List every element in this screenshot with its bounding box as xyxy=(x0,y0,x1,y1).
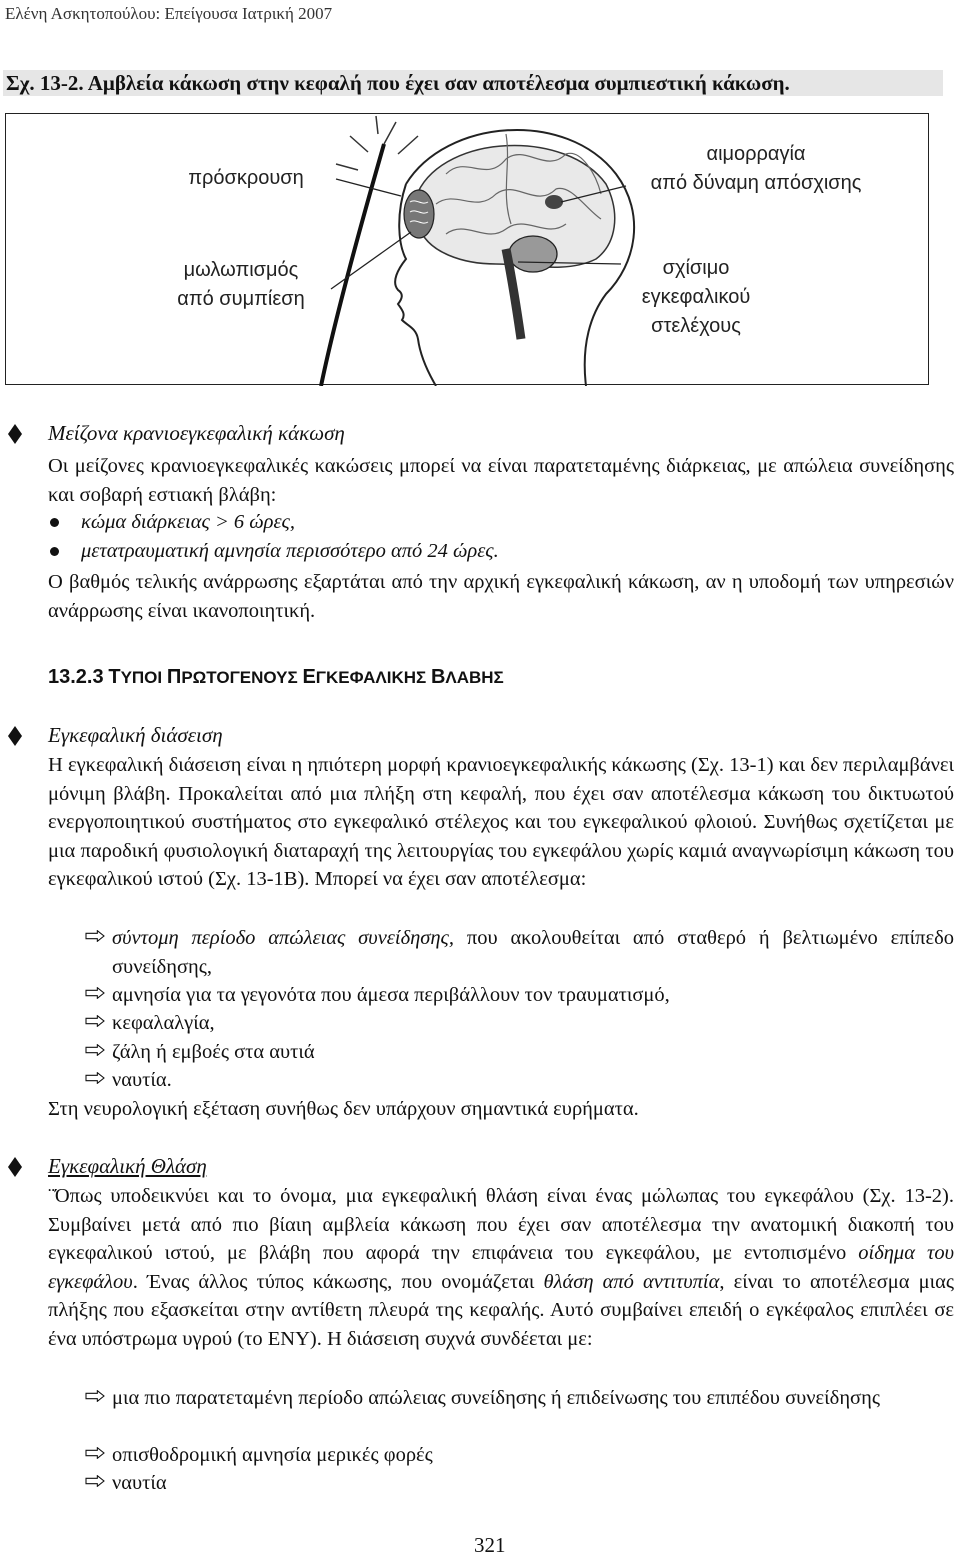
list-item: ζάλη ή εμβοές στα αυτιά xyxy=(80,1038,954,1067)
arrow-bullet-icon xyxy=(80,1009,112,1027)
arrow-bullet-icon xyxy=(80,924,112,942)
diamond-bullet-icon xyxy=(8,726,22,746)
figure-caption: Σχ. 13-2. Αμβλεία κάκωση στην κεφαλή που έχει σαν αποτέλεσμα συμπιεστική κάκωση. xyxy=(3,70,943,96)
concussion-heading-text: Εγκεφαλική διάσειση xyxy=(48,723,223,747)
major-injury-heading xyxy=(8,421,345,446)
list-item: ναυτία xyxy=(80,1469,954,1498)
list-item: κεφαλαλγία, xyxy=(80,1009,954,1038)
contusion-heading xyxy=(8,1154,207,1179)
page-number: 321 xyxy=(474,1533,506,1557)
list-item: μετατραυματική αμνησία περισσότερο από 24 ώρες. xyxy=(50,540,499,563)
arrow-bullet-icon xyxy=(80,1469,112,1487)
list-item: σύντομη περίοδο απώλειας συνείδησης, που ακολουθείται από σταθερό ή βελτιωμένο επίπεδο συνείδησης, xyxy=(80,924,954,981)
major-injury-heading-text: Μείζονα κρανιοεγκεφαλική κάκωση xyxy=(48,421,345,445)
contusion-heading-text: Εγκεφαλική Θλάση xyxy=(48,1154,207,1178)
label-shear-hemorrhage: αιμορραγία από δύναμη απόσχισης xyxy=(650,143,862,194)
figure-illustration xyxy=(5,113,929,385)
bullet-dot-icon xyxy=(50,547,59,556)
arrow-bullet-icon xyxy=(80,1038,112,1056)
concussion-body: Η εγκεφαλική διάσειση είναι η ηπιότερη μορφή κρανιοεγκεφαλικής κάκωσης (Σχ. 13-1) και δεν περιλαμβάνει μόνιμη βλάβη. Προκαλείται από μια πλήξη στη κεφαλή, που έχει σαν αποτέλεσμα κάκωση του δικτυωτού ενεργοποιητικού συστήματος στο εγκεφαλικό στέλεχος και του εγκεφαλικού φλοιού. Συνήθως σχετίζεται με μια παροδική φυσιολογική διαταραχή της λειτουργίας του εγκεφάλου χωρίς καμιά αναγνωρίσιμη κάκωση του εγκεφαλικού ιστού (Σχ. 13-1Β). Μπορεί να έχει σαν αποτέλεσμα: xyxy=(48,754,954,890)
list-item: κώμα διάρκειας > 6 ώρες, xyxy=(50,511,295,534)
running-header: Ελένη Ασκητοπούλου: Επείγουσα Ιατρική 2007 xyxy=(5,4,333,23)
arrow-bullet-icon xyxy=(80,981,112,999)
label-compression-contusion: μωλωπισμός από συμπίεση xyxy=(177,259,305,310)
major-injury-outro: Ο βαθμός τελικής ανάρρωσης εξαρτάται από την αρχική εγκεφαλική κάκωση, αν η υποδομή των υπηρεσιών ανάρρωσης είναι ικανοποιητική. xyxy=(48,571,954,622)
list-item: ναυτία. xyxy=(80,1066,954,1095)
diamond-bullet-icon xyxy=(8,1157,22,1177)
arrow-bullet-icon xyxy=(80,1066,112,1084)
list-item: οπισθοδρομική αμνησία μερικές φορές xyxy=(80,1441,954,1470)
label-brainstem-tear: σχίσιμο εγκεφαλικού στελέχους xyxy=(641,257,751,337)
bullet-dot-icon xyxy=(50,518,59,527)
section-title: 13.2.3 ΤΥΠΟΙ ΠΡΩΤΟΓΕΝΟΥΣ ΕΓΚΕΦΑΛΙΚΗΣ ΒΛΑΒΗΣ xyxy=(48,666,504,688)
major-injury-intro: Οι μείζονες κρανιοεγκεφαλικές κακώσεις μπορεί να είναι παρατεταμένης διάρκειας, με απώλεια συνείδησης και σοβαρή εστιακή βλάβη: xyxy=(48,455,954,506)
label-impact: πρόσκρουση xyxy=(188,167,304,189)
list-item: μια πιο παρατεταμένη περίοδο απώλειας συνείδησης ή επιδείνωσης του επιπέδου συνείδησης xyxy=(80,1384,954,1413)
concussion-heading xyxy=(8,723,223,748)
arrow-bullet-icon xyxy=(80,1441,112,1459)
list-item: αμνησία για τα γεγονότα που άμεσα περιβάλλουν τον τραυματισμό, xyxy=(80,981,954,1010)
arrow-bullet-icon xyxy=(80,1384,112,1402)
concussion-closing: Στη νευρολογική εξέταση συνήθως δεν υπάρχουν σημαντικά ευρήματα. xyxy=(48,1098,639,1120)
diamond-bullet-icon xyxy=(8,424,22,444)
contusion-body: ¨Όπως υποδεικνύει και το όνομα, μια εγκεφαλική θλάση είναι ένας μώλωπας του εγκεφάλου (Σχ. 13-2). Συμβαίνει μετά από πιο βίαιη αμβλεία κάκωση που έχει σαν αποτέλεσμα την ανατομική διακοπή του εγκεφαλικού ιστού, με βλάβη που αφορά την επιφάνεια του εγκεφάλου, με εντοπισμένο οίδημα του εγκεφάλου. Ένας άλλος τύπος κάκωσης, που ονομάζεται θλάση από αντιτυπία, είναι το αποτέλεσμα μιας πλήξης που εξασκείται στην αντίθετη πλευρά της κεφαλής. Αυτό συμβαίνει επειδή ο εγκέφαλος επιπλέει σε ένα υπόστρωμα υγρού (το ΕΝΥ). Η διάσειση συχνά συνδέεται με: xyxy=(48,1185,954,1350)
